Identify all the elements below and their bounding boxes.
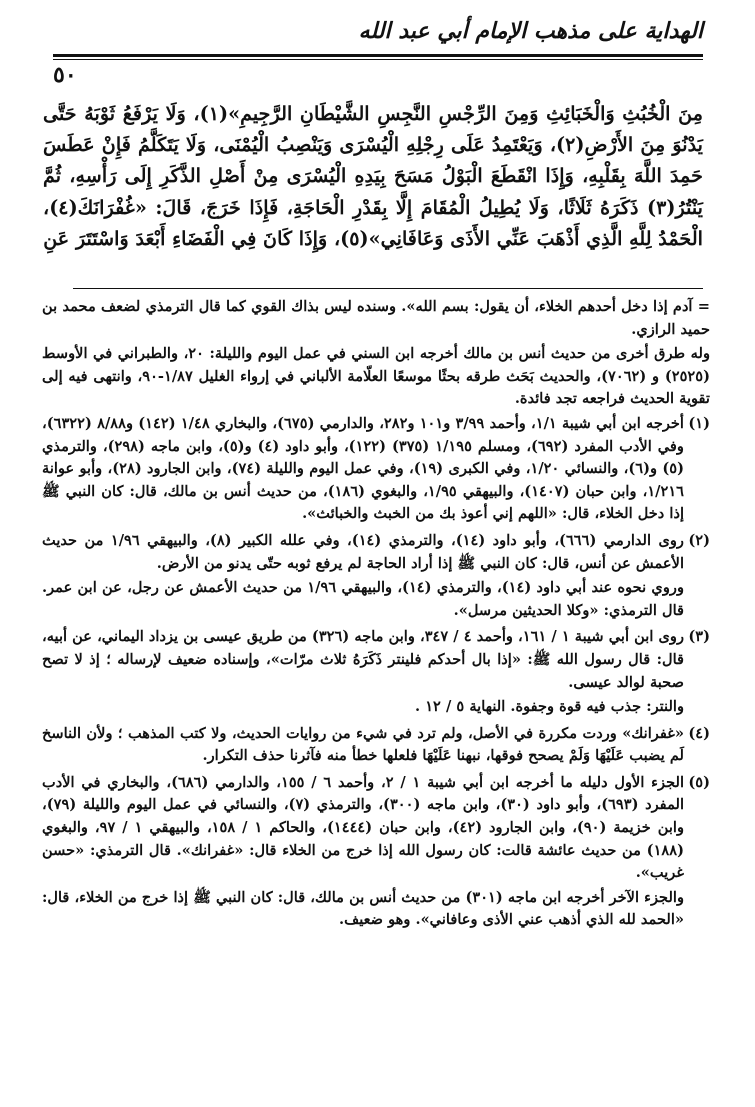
header-rule bbox=[53, 54, 703, 57]
footnote-text: والجزء الآخر أخرجه ابن ماجه (٣٠١) من حديث أنس بن مالك، قال: كان النبي ﷺ إذا خرج من الخلاء، قال: «الحمد لله الذي أذهب عني الأذى وعافاني». وهو ضعيف. bbox=[42, 888, 685, 929]
footnote-text: روى الدارمي (٦٦٦)، وأبو داود (١٤)، والترمذي (١٤)، وفي علله الكبير (٨)، والبيهقي ١/٩٦ من حديث الأعمش عن أنس، قال: كان النبي ﷺ إذا أراد الحاجة لم يرفع ثوبه حتّى يدنو من الأرض. bbox=[42, 531, 684, 572]
footnote-separator bbox=[73, 288, 703, 289]
footnote-text: أخرجه ابن أبي شيبة ١/١، وأحمد ٣/٩٩ و١٠١ و٢٨٢، والدارمي (٦٧٥)، والبخاري ١/٤٨ (١٤٢) و٨/٨٨ (٦٣٢٢)، وفي الأدب المفرد (٦٩٢)، ومسلم ١/١٩٥ (٣٧٥) (١٢٢)، وأبو داود (٤) و(٥)، وابن ماجه (٢٩٨)، والترمذي (٥) و(٦)، والنسائي ١/٢٠، وفي الكبرى (١٩)، وفي عمل اليوم والليلة (٧٤)، وابن الجارود (٢٨)، وأبو عوانة ١/٢١٦، وابن حبان (١٤٠٧)، والبيهقي ١/٩٥، والبغوي (١٨٦)، من حديث أنس بن مالك، قال: كان النبي ﷺ إذا دخل الخلاء، قال: «اللهم إني أعوذ بك من الخبث والخبائث». bbox=[42, 414, 684, 523]
running-title: الهداية على مذهب الإمام أبي عبد الله bbox=[358, 18, 703, 44]
footnote-text: روى ابن أبي شيبة ١ / ١٦١، وأحمد ٤ / ٣٤٧، وابن ماجه (٣٢٦) من طريق عيسى بن يزداد اليماني، عن أبيه، قال: قال رسول الله ﷺ: «إذا بال أحدكم فلينتر ذَكَرَهُ ثلاث مرّات»، وإسناده ضعيف لإرساله ؛ إذ لا تصح صحبة لوالد عيسى. bbox=[42, 628, 685, 691]
footnote-text: «غفرانك» وردت مكررة في الأصل، ولم ترد في شيء من روايات الحديث، ولا كتب المذهب ؛ ولأن الناسخ لَم يضبب عَلَيْهَا وَلَمْ يصحح فوقها، نبهنا عَلَيْهَا فلعلها خطأ منه فآثرنا حذف التكرار. bbox=[42, 724, 684, 765]
footnote-marker: (٤) bbox=[688, 724, 710, 742]
footnote-text: الجزء الأول دليله ما أخرجه ابن أبي شيبة ١ / ٢، وأحمد ٦ / ١٥٥، والدارمي (٦٨٦)، والبخاري في الأدب المفرد (٦٩٣)، وأبو داود (٣٠)، وابن ماجه (٣٠٠)، والترمذي (٧)، والنسائي في عمل اليوم والليلة (٧٩)، وابن خزيمة (٩٠)، وابن الجارود (٤٢)، وابن حبان (١٤٤٤)، والحاكم ١ / ١٥٨، والبيهقي ١ / ٩٧، والبغوي (١٨٨) من حديث عائشة قالت: كان رسول الله إذا خرج من الخلاء قال: «غفرانك». قال الترمذي: «حسن غريب». bbox=[42, 773, 685, 882]
footnote-text: والنتر: جذب فيه قوة وجفوة. النهاية ٥ / ١٢ . bbox=[415, 698, 684, 716]
footnote-3 bbox=[42, 626, 710, 720]
footnote-2 bbox=[42, 530, 710, 624]
main-paragraph: مِنَ الْخُبُثِ وَالْخَبَائِثِ وَمِنَ الرِّجْسِ النَّجِسِ الشَّيْطَانِ الرَّجِيمِ»(١)، وَلَا يَرْفَعُ ثَوْبَهُ حَتَّى يَدْنُوَ مِنَ الأَرْضِ(٢)، وَيَعْتَمِدُ عَلَى رِجْلِهِ الْيُسْرَى وَيَنْصِبُ الْيُمْنَى، وَلَا يَتَكَلَّمُ فَإِنْ عَطَسَ حَمِدَ اللَّهَ بِقَلْبِهِ، وَإِذَا انْقَطَعَ الْبَوْلُ مَسَحَ بِيَدِهِ الْيُسْرَى مِنْ أَصْلِ الذَّكَرِ إِلَى رَأْسِهِ، ثُمَّ يَنْتُرُ(٣) ذَكَرَهُ ثَلَاثًا، وَلَا يُطِيلُ الْمُقَامَ إِلَّا بِقَدْرِ الْحَاجَةِ، فَإِذَا خَرَجَ، قَالَ: «غُفْرَانَكَ(٤)، الْحَمْدُ لِلَّهِ الَّذِي أَذْهَبَ عَنِّي الأَذَى وَعَافَانِي»(٥)، وَإِذَا كَانَ فِي الْفَضَاءِ أَبْعَدَ وَاسْتَتَرَ عَنِ bbox=[43, 102, 703, 250]
footnote-marker: (١) bbox=[688, 414, 710, 432]
main-text bbox=[43, 98, 703, 254]
footnote-1 bbox=[42, 413, 710, 528]
footnote-continuation: = آدم إذا دخل أحدهم الخلاء، أن يقول: بسم الله». وسنده ليس بذاك القوي كما قال الترمذي لضعف محمد بن حميد الرازي. bbox=[42, 298, 710, 338]
running-header bbox=[53, 18, 703, 96]
footnote-marker: (٢) bbox=[688, 531, 710, 549]
footnote-marker: (٣) bbox=[688, 628, 710, 646]
footnote-continuation: وله طرق أخرى من حديث أنس بن مالك أخرجه ابن السني في عمل اليوم والليلة: ٢٠، والطبراني في الأوسط (٢٥٢٥) و (٧٠٦٢)، والحديث بَحَث طرقه بحثًا موسعًا العلّامة الألباني في إرواء الغليل ١/٨٧-٩٠، وانتهى فيه إلى تقوية الحديث فراجعه تجد فائدة. bbox=[42, 345, 710, 408]
footnote-4 bbox=[42, 723, 710, 770]
footnote-marker: (٥) bbox=[688, 773, 710, 791]
footnote-5 bbox=[42, 772, 710, 934]
footnote-text: وروي نحوه عند أبي داود (١٤)، والترمذي (١٤)، والبيهقي ١/٩٦ من حديث الأعمش عن رجل، عن ابن عمر. قال الترمذي: «وكلا الحديثين مرسل». bbox=[42, 579, 684, 619]
footnotes bbox=[42, 296, 710, 936]
header-rule-thin bbox=[53, 59, 703, 60]
page-number: ٥٠ bbox=[53, 62, 77, 88]
